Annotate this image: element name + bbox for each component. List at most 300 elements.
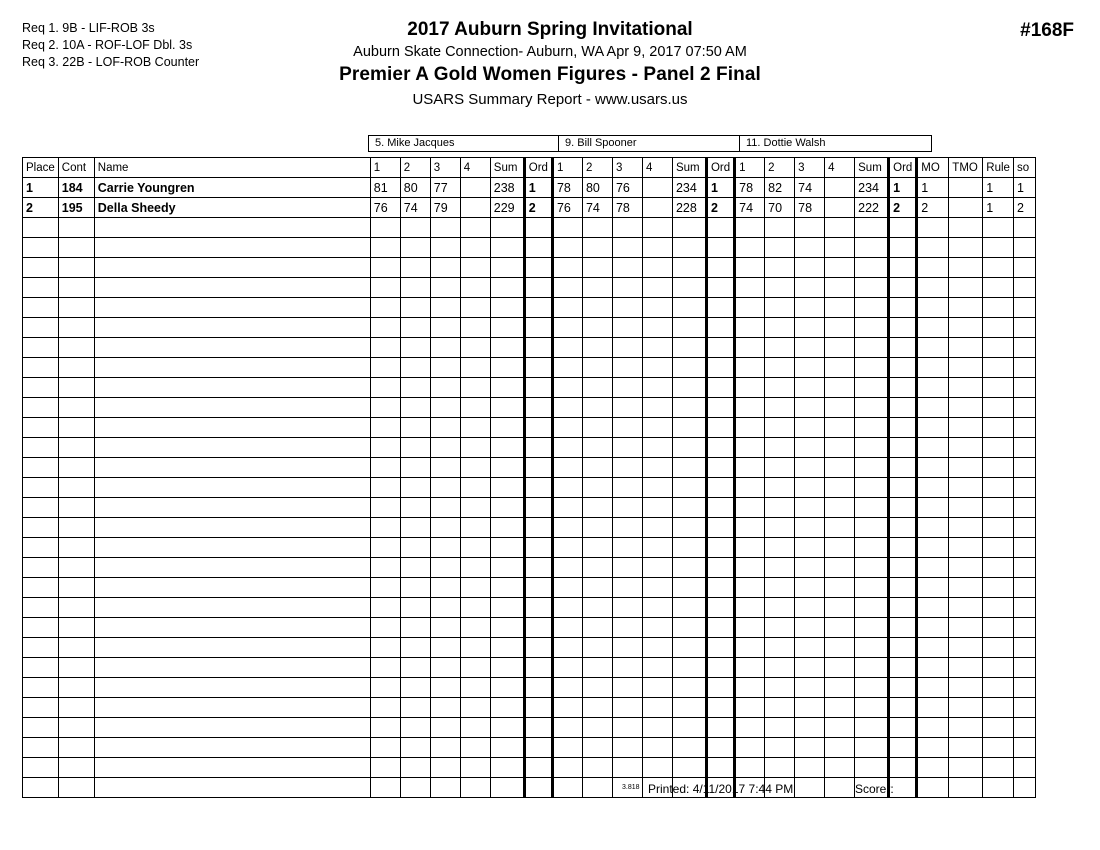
col-header-j3-s4: 4 (825, 158, 855, 178)
cell-j3-s3 (795, 478, 825, 498)
cell-j3-s4 (825, 258, 855, 278)
cell-j1-s1 (370, 698, 400, 718)
col-header-j1-s4: 4 (460, 158, 490, 178)
cell-j3-sum (855, 558, 889, 578)
cell-j1-sum (490, 478, 524, 498)
cell-j3-s1 (735, 438, 765, 458)
cell-mo (917, 778, 949, 798)
cell-j3-s4 (825, 238, 855, 258)
table-row-empty (23, 738, 1036, 758)
cell-j1-s2 (400, 778, 430, 798)
cell-j2-ord (706, 478, 734, 498)
cell-j1-sum: 238 (490, 178, 524, 198)
cell-j2-s4 (642, 338, 672, 358)
cell-j1-sum (490, 778, 524, 798)
cell-j2-s3 (612, 558, 642, 578)
cell-j1-s2 (400, 658, 430, 678)
cell-j2-s1 (552, 398, 582, 418)
cell-j1-s3 (430, 638, 460, 658)
cell-j3-ord (889, 758, 917, 778)
cell-rule (983, 498, 1014, 518)
cell-j2-s3 (612, 338, 642, 358)
cell-j2-s4 (642, 478, 672, 498)
cell-j1-sum (490, 398, 524, 418)
cell-j2-s2 (582, 318, 612, 338)
cell-j1-s3 (430, 318, 460, 338)
cell-j3-s3 (795, 638, 825, 658)
cell-place (23, 418, 59, 438)
cell-j2-s3 (612, 458, 642, 478)
cell-j3-s1 (735, 258, 765, 278)
cell-j3-sum (855, 398, 889, 418)
cell-j3-s4 (825, 198, 855, 218)
cell-j1-s2 (400, 558, 430, 578)
table-row-empty (23, 438, 1036, 458)
cell-j2-s1 (552, 278, 582, 298)
col-header-j1-s1: 1 (370, 158, 400, 178)
cell-j2-ord (706, 578, 734, 598)
cell-place (23, 778, 59, 798)
cell-cont (58, 738, 94, 758)
cell-rule (983, 438, 1014, 458)
cell-j3-s4 (825, 718, 855, 738)
cell-cont (58, 498, 94, 518)
table-row-empty (23, 378, 1036, 398)
cell-j3-ord (889, 598, 917, 618)
cell-j1-sum (490, 378, 524, 398)
cell-j3-s1 (735, 338, 765, 358)
cell-so (1013, 418, 1035, 438)
judges-band (368, 135, 932, 152)
cell-j3-sum (855, 298, 889, 318)
cell-j2-s4 (642, 658, 672, 678)
cell-mo (917, 678, 949, 698)
cell-place (23, 758, 59, 778)
cell-j3-s3 (795, 398, 825, 418)
cell-j3-s3 (795, 598, 825, 618)
cell-j1-s1 (370, 338, 400, 358)
cell-mo (917, 278, 949, 298)
footer-version: 3.818 (622, 784, 640, 791)
cell-place (23, 338, 59, 358)
cell-so (1013, 438, 1035, 458)
cell-j3-s2 (765, 578, 795, 598)
cell-name (94, 618, 370, 638)
cell-mo (917, 398, 949, 418)
cell-so (1013, 378, 1035, 398)
cell-j1-s4 (460, 378, 490, 398)
cell-place (23, 638, 59, 658)
cell-j2-s1 (552, 318, 582, 338)
cell-j1-s4 (460, 278, 490, 298)
cell-j1-s4 (460, 518, 490, 538)
cell-j2-s2 (582, 778, 612, 798)
cell-j1-s3 (430, 778, 460, 798)
cell-j2-s3 (612, 378, 642, 398)
col-header-name: Name (94, 158, 370, 178)
cell-j2-ord (706, 658, 734, 678)
cell-j1-s1 (370, 418, 400, 438)
cell-rule (983, 278, 1014, 298)
cell-rule (983, 218, 1014, 238)
judge-name-2: 9. Bill Spooner (558, 135, 739, 152)
cell-j2-s1 (552, 618, 582, 638)
cell-tmo (949, 398, 983, 418)
cell-j2-s1 (552, 478, 582, 498)
cell-j1-s1 (370, 758, 400, 778)
cell-j2-s2 (582, 618, 612, 638)
cell-j1-s3 (430, 338, 460, 358)
cell-cont (58, 638, 94, 658)
cell-j1-s4 (460, 598, 490, 618)
cell-j2-sum (672, 638, 706, 658)
cell-mo (917, 718, 949, 738)
requirement-line: Req 1. 9B - LIF-ROB 3s (22, 21, 155, 35)
cell-j2-sum (672, 538, 706, 558)
cell-j1-s1 (370, 258, 400, 278)
cell-j2-s2 (582, 738, 612, 758)
cell-rule: 1 (983, 178, 1014, 198)
cell-j3-s4 (825, 598, 855, 618)
cell-j3-s4 (825, 778, 855, 798)
cell-j2-s3 (612, 518, 642, 538)
cell-j1-s4 (460, 638, 490, 658)
cell-tmo (949, 258, 983, 278)
cell-j3-ord (889, 258, 917, 278)
cell-j2-ord (706, 558, 734, 578)
cell-j1-ord (524, 758, 552, 778)
cell-j2-ord (706, 278, 734, 298)
requirement-line: Req 3. 22B - LOF-ROB Counter (22, 55, 200, 69)
col-header-j3-ord: Ord (889, 158, 917, 178)
cell-j3-s4 (825, 658, 855, 678)
cell-j2-s3: 76 (612, 178, 642, 198)
cell-j3-ord (889, 738, 917, 758)
cell-j3-sum (855, 358, 889, 378)
col-header-j2-s4: 4 (642, 158, 672, 178)
cell-j1-s1 (370, 478, 400, 498)
cell-cont (58, 578, 94, 598)
cell-j3-s2 (765, 318, 795, 338)
cell-cont (58, 778, 94, 798)
cell-j3-sum (855, 658, 889, 678)
cell-j1-sum (490, 738, 524, 758)
table-row-empty (23, 258, 1036, 278)
cell-j3-s3 (795, 778, 825, 798)
cell-j1-s2 (400, 598, 430, 618)
cell-j2-sum: 228 (672, 198, 706, 218)
cell-tmo (949, 378, 983, 398)
table-row-empty (23, 478, 1036, 498)
cell-j2-s1 (552, 378, 582, 398)
cell-j1-s2 (400, 698, 430, 718)
cell-j3-s2 (765, 298, 795, 318)
cell-mo: 2 (917, 198, 949, 218)
cell-j1-s2 (400, 338, 430, 358)
cell-j2-s2 (582, 338, 612, 358)
cell-j3-s1 (735, 738, 765, 758)
cell-j2-s4 (642, 358, 672, 378)
cell-j1-ord (524, 558, 552, 578)
cell-tmo (949, 778, 983, 798)
cell-j1-s4 (460, 778, 490, 798)
cell-place (23, 278, 59, 298)
cell-j1-ord (524, 398, 552, 418)
cell-tmo (949, 598, 983, 618)
cell-j2-s1 (552, 718, 582, 738)
cell-j3-s1 (735, 278, 765, 298)
cell-name (94, 678, 370, 698)
col-header-so: so (1013, 158, 1035, 178)
cell-j3-s2 (765, 738, 795, 758)
cell-so (1013, 218, 1035, 238)
cell-j2-s4 (642, 498, 672, 518)
cell-j2-sum (672, 378, 706, 398)
cell-j1-sum (490, 718, 524, 738)
cell-j2-s3 (612, 398, 642, 418)
cell-j1-s1 (370, 238, 400, 258)
cell-tmo (949, 218, 983, 238)
cell-j1-s1 (370, 718, 400, 738)
cell-j3-s1 (735, 518, 765, 538)
cell-j2-s2 (582, 378, 612, 398)
cell-j2-s3 (612, 538, 642, 558)
cell-j2-s1 (552, 698, 582, 718)
table-row-empty (23, 638, 1036, 658)
col-header-j2-s3: 3 (612, 158, 642, 178)
col-header-j3-s3: 3 (795, 158, 825, 178)
cell-cont (58, 418, 94, 438)
cell-j1-s4 (460, 558, 490, 578)
cell-j2-s2 (582, 758, 612, 778)
table-header-row (23, 158, 1036, 178)
cell-name (94, 538, 370, 558)
cell-j3-s2 (765, 218, 795, 238)
cell-j3-s3 (795, 738, 825, 758)
cell-place (23, 318, 59, 338)
cell-j1-s4 (460, 418, 490, 438)
cell-j3-s2: 70 (765, 198, 795, 218)
cell-j3-sum (855, 418, 889, 438)
cell-j2-sum (672, 758, 706, 778)
cell-j1-sum (490, 298, 524, 318)
cell-tmo (949, 318, 983, 338)
table-row-empty (23, 458, 1036, 478)
cell-j1-s3 (430, 718, 460, 738)
table-row-empty (23, 418, 1036, 438)
cell-j3-sum (855, 738, 889, 758)
cell-j1-s1 (370, 378, 400, 398)
cell-j3-s3 (795, 258, 825, 278)
cell-j1-sum (490, 618, 524, 638)
cell-j3-ord (889, 378, 917, 398)
cell-name (94, 638, 370, 658)
cell-j1-s2: 74 (400, 198, 430, 218)
cell-cont (58, 398, 94, 418)
cell-j2-sum (672, 678, 706, 698)
cell-j1-s3 (430, 598, 460, 618)
cell-j2-s4 (642, 678, 672, 698)
cell-j2-s1 (552, 518, 582, 538)
cell-name (94, 398, 370, 418)
cell-j3-ord (889, 718, 917, 738)
cell-j3-sum (855, 498, 889, 518)
cell-tmo (949, 198, 983, 218)
cell-j1-ord (524, 238, 552, 258)
cell-j2-s4 (642, 258, 672, 278)
cell-j1-s3 (430, 658, 460, 678)
cell-j3-s2 (765, 338, 795, 358)
cell-so (1013, 358, 1035, 378)
cell-j3-s1 (735, 658, 765, 678)
cell-j2-s3 (612, 258, 642, 278)
cell-j1-s4 (460, 338, 490, 358)
cell-j3-ord (889, 338, 917, 358)
cell-j2-s1: 78 (552, 178, 582, 198)
cell-j1-s1 (370, 298, 400, 318)
cell-so (1013, 278, 1035, 298)
cell-place (23, 438, 59, 458)
cell-j1-sum (490, 338, 524, 358)
cell-j1-sum (490, 518, 524, 538)
cell-j3-ord: 1 (889, 178, 917, 198)
cell-rule (983, 758, 1014, 778)
cell-j3-s4 (825, 298, 855, 318)
cell-cont (58, 598, 94, 618)
cell-name (94, 598, 370, 618)
table-row-empty (23, 498, 1036, 518)
cell-j1-s1: 76 (370, 198, 400, 218)
cell-so (1013, 518, 1035, 538)
cell-j1-ord (524, 658, 552, 678)
cell-place (23, 738, 59, 758)
cell-j1-ord (524, 638, 552, 658)
cell-j1-s2 (400, 738, 430, 758)
cell-j1-s3: 79 (430, 198, 460, 218)
cell-j2-ord (706, 738, 734, 758)
cell-j3-s3 (795, 558, 825, 578)
cell-j1-ord (524, 338, 552, 358)
cell-j2-s4 (642, 378, 672, 398)
cell-j2-s1 (552, 658, 582, 678)
cell-j2-sum (672, 398, 706, 418)
cell-j1-ord (524, 278, 552, 298)
col-header-j3-s1: 1 (735, 158, 765, 178)
cell-j1-s1 (370, 678, 400, 698)
cell-j2-s1 (552, 638, 582, 658)
cell-so (1013, 498, 1035, 518)
cell-j2-s1 (552, 758, 582, 778)
cell-name (94, 258, 370, 278)
cell-j3-s4 (825, 698, 855, 718)
cell-j3-ord (889, 638, 917, 658)
cell-j1-s3 (430, 278, 460, 298)
cell-j3-s2 (765, 598, 795, 618)
cell-j1-ord (524, 458, 552, 478)
cell-j3-s3 (795, 218, 825, 238)
cell-rule (983, 518, 1014, 538)
cell-name (94, 478, 370, 498)
cell-j1-s3 (430, 358, 460, 378)
cell-j3-sum: 222 (855, 198, 889, 218)
header-titles (0, 18, 1100, 112)
cell-j1-s2 (400, 238, 430, 258)
cell-cont (58, 618, 94, 638)
cell-j2-s1 (552, 578, 582, 598)
cell-j3-ord (889, 498, 917, 518)
cell-rule (983, 638, 1014, 658)
cell-j3-s1: 78 (735, 178, 765, 198)
cell-cont (58, 298, 94, 318)
cell-j3-s4 (825, 738, 855, 758)
cell-j2-s2 (582, 718, 612, 738)
cell-j1-s3 (430, 378, 460, 398)
cell-place (23, 718, 59, 738)
cell-j1-s3 (430, 418, 460, 438)
cell-j1-s1 (370, 638, 400, 658)
cell-j3-s3 (795, 678, 825, 698)
table-row-empty (23, 578, 1036, 598)
cell-j2-ord (706, 438, 734, 458)
cell-j1-s2 (400, 498, 430, 518)
cell-j2-s1 (552, 598, 582, 618)
cell-cont (58, 678, 94, 698)
cell-j3-s2 (765, 418, 795, 438)
cell-j1-s1 (370, 658, 400, 678)
cell-j1-sum (490, 418, 524, 438)
cell-j3-s1 (735, 418, 765, 438)
cell-j2-s3: 78 (612, 198, 642, 218)
cell-name (94, 438, 370, 458)
cell-rule (983, 558, 1014, 578)
cell-j1-s1 (370, 278, 400, 298)
cell-j3-sum (855, 318, 889, 338)
cell-j1-s2 (400, 298, 430, 318)
cell-j3-s3 (795, 418, 825, 438)
cell-cont (58, 378, 94, 398)
cell-j2-s2 (582, 418, 612, 438)
cell-tmo (949, 238, 983, 258)
cell-j3-s2 (765, 238, 795, 258)
cell-tmo (949, 718, 983, 738)
cell-j2-ord (706, 538, 734, 558)
cell-j1-s4 (460, 198, 490, 218)
cell-j1-s1 (370, 398, 400, 418)
cell-cont (58, 258, 94, 278)
cell-tmo (949, 758, 983, 778)
cell-j2-sum (672, 598, 706, 618)
cell-j1-ord (524, 498, 552, 518)
cell-j1-s4 (460, 398, 490, 418)
cell-j2-s4 (642, 738, 672, 758)
col-header-j1-sum: Sum (490, 158, 524, 178)
col-header-j2-s1: 1 (552, 158, 582, 178)
cell-j3-sum (855, 478, 889, 498)
cell-j3-s3 (795, 318, 825, 338)
cell-j1-sum (490, 638, 524, 658)
cell-place (23, 618, 59, 638)
cell-j2-s3 (612, 678, 642, 698)
cell-rule: 1 (983, 198, 1014, 218)
cell-j1-s4 (460, 258, 490, 278)
cell-j1-s2 (400, 278, 430, 298)
cell-j2-s3 (612, 638, 642, 658)
cell-j2-s2 (582, 398, 612, 418)
table-row-empty (23, 678, 1036, 698)
cell-j1-s2 (400, 258, 430, 278)
cell-j1-s4 (460, 698, 490, 718)
cell-j3-s3: 78 (795, 198, 825, 218)
